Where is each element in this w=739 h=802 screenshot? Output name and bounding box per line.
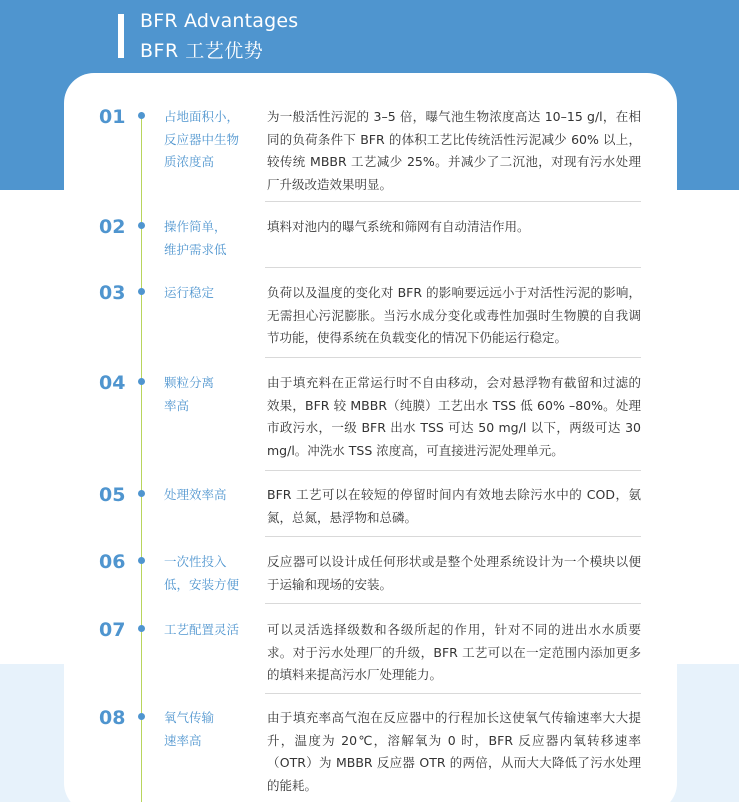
- page-title-en: BFR Advantages: [140, 10, 299, 32]
- item-title: 占地面积小，反应器中生物质浓度高: [164, 109, 240, 169]
- item-description: 反应器可以设计成任何形状或是整个处理系统设计为一个模块以便于运输和现场的安装。: [267, 554, 641, 592]
- timeline-dot: [138, 713, 145, 720]
- item-description: 由于填充料在正常运行时不自由移动，会对悬浮物有截留和过滤的效果，BFR 较 MBBR（纯膜）工艺出水 TSS 低 60% –80%。处理市政污水，一级 BFR 出水 TSS 可达 50 mg/l 以下，两级可达 30 mg/l。冲洗水 TSS 浓度高，可直接进污泥处理单元。: [267, 375, 641, 458]
- divider: [265, 693, 641, 694]
- item-description: BFR 工艺可以在较短的停留时间内有效地去除污水中的 COD，氨氮，总氮，悬浮物和总磷。: [267, 487, 641, 525]
- item-number: 07: [99, 619, 126, 641]
- header-accent-bar: [118, 14, 124, 58]
- item-title: 一次性投入低，安装方便: [164, 554, 240, 592]
- item-title: 氧气传输速率高: [164, 710, 215, 748]
- divider: [265, 536, 641, 537]
- divider: [265, 470, 641, 471]
- timeline-line: [141, 112, 142, 802]
- timeline-dot: [138, 625, 145, 632]
- item-number: 02: [99, 216, 126, 238]
- item-number: 03: [99, 282, 126, 304]
- item-number: 06: [99, 551, 126, 573]
- item-description: 由于填充率高气泡在反应器中的行程加长这使氧气传输速率大大提升，温度为 20℃，溶解氧为 0 时，BFR 反应器内氧转移速率（OTR）为 MBBR 反应器 OTR 的两倍，从而大大降低了污水处理的能耗。: [267, 710, 641, 793]
- timeline-dot: [138, 557, 145, 564]
- divider: [265, 357, 641, 358]
- item-title: 工艺配置灵活: [164, 622, 240, 637]
- item-title: 运行稳定: [164, 285, 215, 300]
- item-number: 01: [99, 106, 126, 128]
- divider: [265, 603, 641, 604]
- item-description: 负荷以及温度的变化对 BFR 的影响要远远小于对活性污泥的影响，无需担心污泥膨胀。当污水成分变化或毒性加强时生物膜的自我调节功能，使得系统在负载变化的情况下仍能运行稳定。: [267, 285, 641, 345]
- item-number: 04: [99, 372, 126, 394]
- timeline-dot: [138, 490, 145, 497]
- item-description: 填料对池内的曝气系统和筛网有自动清洁作用。: [267, 219, 530, 234]
- item-title: 颗粒分离率高: [164, 375, 215, 413]
- timeline-dot: [138, 222, 145, 229]
- divider: [265, 267, 641, 268]
- timeline-dot: [138, 288, 145, 295]
- timeline-dot: [138, 112, 145, 119]
- item-title: 操作简单，维护需求低: [164, 219, 227, 257]
- divider: [265, 201, 641, 202]
- timeline-dot: [138, 378, 145, 385]
- item-number: 05: [99, 484, 126, 506]
- item-description: 可以灵活选择级数和各级所起的作用，针对不同的进出水水质要求。对于污水处理厂的升级，BFR 工艺可以在一定范围内添加更多的填料来提高污水厂处理能力。: [267, 622, 641, 682]
- item-number: 08: [99, 707, 126, 729]
- item-title: 处理效率高: [164, 487, 227, 502]
- item-description: 为一般活性污泥的 3–5 倍，曝气池生物浓度高达 10–15 g/l，在相同的负荷条件下 BFR 的体积工艺比传统活性污泥减少 60% 以上，较传统 MBBR 工艺减少 25%。并减少了二沉池，对现有污水处理厂升级改造效果明显。: [267, 109, 641, 192]
- page-title-cn: BFR 工艺优势: [140, 40, 264, 62]
